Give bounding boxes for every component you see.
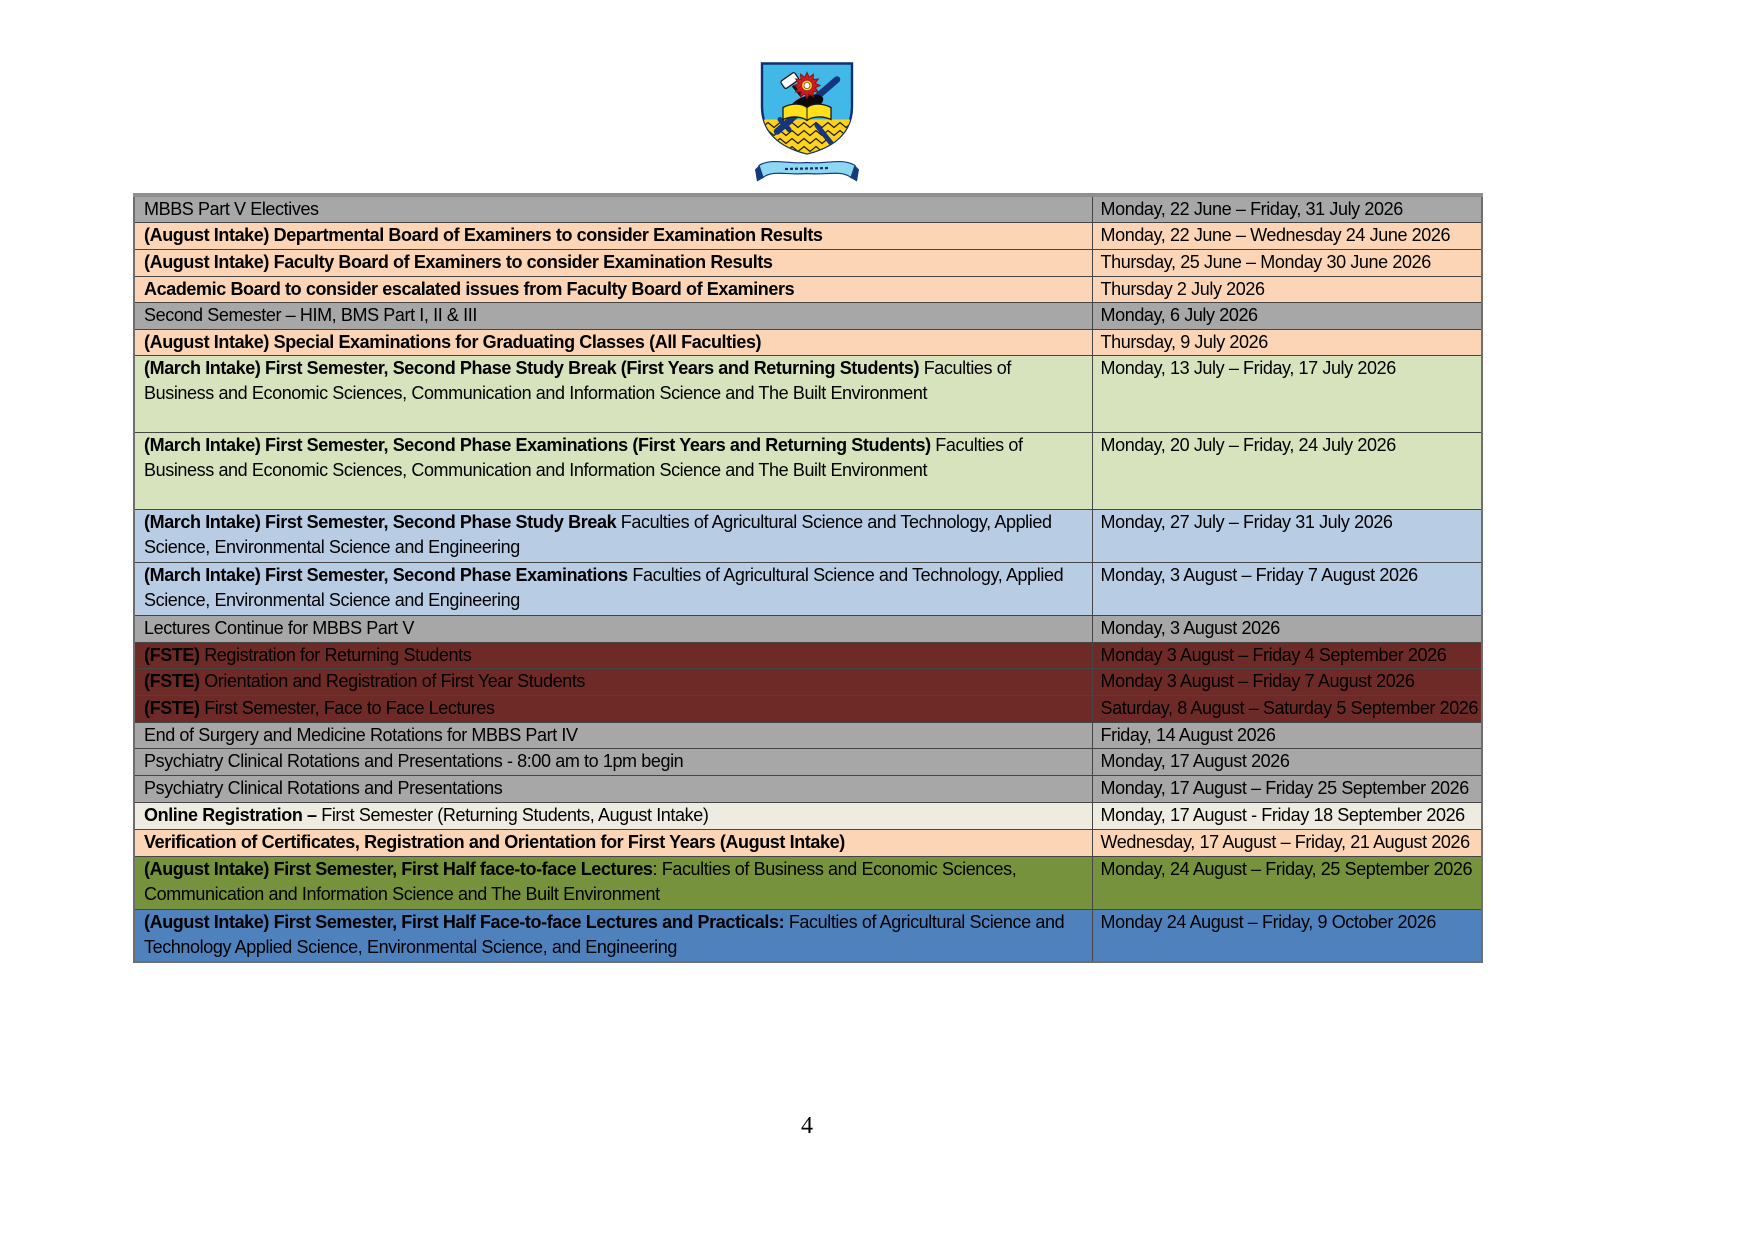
activity-text: Faculties of Agricultural Science and Technology, Applied Science, Environmental Science and Engineering (144, 512, 1052, 558)
activity-text-bold: (August Intake) First Semester, First Half Face-to-face Lectures and Practicals: (144, 911, 785, 932)
date-cell: Monday, 20 July – Friday, 24 July 2026 (1092, 433, 1482, 510)
activity-cell (134, 776, 1092, 802)
activity-text: MBBS Part V Electives (144, 199, 319, 219)
table-row (134, 776, 1482, 802)
activity-cell (134, 510, 1092, 563)
activity-text: : Faculties of Business and Economic Sciences, Communication and Information Science and The Built Environment (144, 858, 1017, 905)
activity-cell (134, 616, 1092, 643)
activity-text: Registration for Returning Students (199, 645, 472, 666)
activity-text-bold: Verification of Certificates, Registration and Orientation for First Years (August Intake) (144, 831, 845, 852)
table-row (134, 616, 1482, 643)
table-row (134, 696, 1482, 722)
date-cell: Monday, 17 August - Friday 18 September 2026 (1092, 802, 1482, 829)
activity-text: Faculties of Agricultural Science and Technology, Applied Science, Environmental Science and Engineering (144, 565, 1064, 611)
date-cell: Monday, 3 August 2026 (1092, 616, 1482, 643)
activity-text-bold: (FSTE) (144, 671, 200, 692)
activity-text: Faculties of Business and Economic Sciences, Communication and Information Science and The Built Environment (144, 358, 1011, 404)
table-row (134, 856, 1482, 909)
activity-cell (134, 303, 1092, 329)
activity-text: Faculties of Agricultural Science and Technology Applied Science, Environmental Science, and Engineering (144, 911, 1065, 958)
activity-cell (134, 223, 1092, 250)
activity-text-bold: Online Registration – (144, 804, 317, 825)
date-cell: Thursday 2 July 2026 (1092, 276, 1482, 302)
activity-cell (134, 669, 1092, 696)
activity-text: Psychiatry Clinical Rotations and Presentations (144, 778, 503, 799)
table-row (134, 250, 1482, 276)
date-cell: Friday, 14 August 2026 (1092, 722, 1482, 748)
motto-ribbon (755, 162, 859, 182)
table-row (134, 510, 1482, 563)
date-cell: Monday, 13 July – Friday, 17 July 2026 (1092, 356, 1482, 433)
table-row (134, 722, 1482, 748)
date-cell: Monday, 22 June – Wednesday 24 June 2026 (1092, 223, 1482, 250)
activity-text-bold: (March Intake) First Semester, Second Phase Examinations (144, 565, 628, 586)
table-row (134, 749, 1482, 776)
activity-text-bold: (FSTE) (144, 698, 200, 719)
date-cell: Monday, 22 June – Friday, 31 July 2026 (1092, 195, 1482, 223)
date-cell: Monday 3 August – Friday 7 August 2026 (1092, 669, 1482, 696)
table-row (134, 802, 1482, 829)
activity-text: First Semester, Face to Face Lectures (199, 698, 495, 719)
table-row (134, 829, 1482, 856)
activity-text-bold: (August Intake) Departmental Board of Examiners to consider Examination Results (144, 225, 823, 246)
table-row (134, 303, 1482, 329)
university-crest (755, 60, 859, 188)
table-row (134, 356, 1482, 433)
activity-cell (134, 356, 1092, 433)
calendar-table-body (134, 195, 1482, 962)
date-cell: Thursday, 25 June – Monday 30 June 2026 (1092, 250, 1482, 276)
date-cell: Monday 3 August – Friday 4 September 2026 (1092, 643, 1482, 669)
activity-text: End of Surgery and Medicine Rotations for MBBS Part IV (144, 724, 578, 745)
activity-cell (134, 250, 1092, 276)
university-crest-graphic (755, 60, 859, 188)
activity-text-bold: (March Intake) First Semester, Second Phase Examinations (First Years and Returning Students) (144, 435, 931, 456)
activity-cell (134, 722, 1092, 748)
activity-text: First Semester (Returning Students, August Intake) (316, 804, 709, 825)
activity-text: Second Semester – HIM, BMS Part I, II & III (144, 305, 477, 326)
date-cell: Monday, 6 July 2026 (1092, 303, 1482, 329)
table-row (134, 223, 1482, 250)
date-cell: Monday, 24 August – Friday, 25 September 2026 (1092, 856, 1482, 909)
date-cell: Monday, 3 August – Friday 7 August 2026 (1092, 563, 1482, 616)
activity-text-bold: (March Intake) First Semester, Second Phase Study Break (First Years and Returning Students) (144, 358, 920, 379)
activity-cell (134, 195, 1092, 223)
table-row (134, 329, 1482, 355)
activity-cell (134, 643, 1092, 669)
activity-cell (134, 563, 1092, 616)
activity-text-bold: (FSTE) (144, 645, 200, 666)
date-cell: Thursday, 9 July 2026 (1092, 329, 1482, 355)
activity-cell (134, 696, 1092, 722)
activity-text-bold: (March Intake) First Semester, Second Phase Study Break (144, 512, 617, 533)
table-row (134, 909, 1482, 962)
page-number: 4 (801, 1113, 813, 1139)
date-cell: Saturday, 8 August – Saturday 5 September 2026 (1092, 696, 1482, 722)
table-row (134, 643, 1482, 669)
table-row (134, 433, 1482, 510)
date-cell: Monday, 27 July – Friday 31 July 2026 (1092, 510, 1482, 563)
activity-cell (134, 829, 1092, 856)
activity-text-bold: (August Intake) Faculty Board of Examiners to consider Examination Results (144, 252, 773, 273)
table-row (134, 276, 1482, 302)
activity-text-bold: Academic Board to consider escalated issues from Faculty Board of Examiners (144, 278, 795, 299)
date-cell: Wednesday, 17 August – Friday, 21 August 2026 (1092, 829, 1482, 856)
activity-text: Orientation and Registration of First Year Students (199, 671, 586, 692)
table-row (134, 563, 1482, 616)
date-cell: Monday 24 August – Friday, 9 October 2026 (1092, 909, 1482, 962)
date-cell: Monday, 17 August – Friday 25 September 2026 (1092, 776, 1482, 802)
academic-calendar-table (133, 193, 1481, 963)
activity-text: Psychiatry Clinical Rotations and Presentations - 8:00 am to 1pm begin (144, 751, 684, 772)
table-row (134, 669, 1482, 696)
activity-text-bold: (August Intake) First Semester, First Half face-to-face Lectures (144, 858, 653, 879)
activity-text: Lectures Continue for MBBS Part V (144, 618, 414, 639)
activity-cell (134, 802, 1092, 829)
activity-cell (134, 329, 1092, 355)
table-row (134, 195, 1482, 223)
activity-cell (134, 276, 1092, 302)
activity-cell (134, 856, 1092, 909)
date-cell: Monday, 17 August 2026 (1092, 749, 1482, 776)
activity-text: Faculties of Business and Economic Sciences, Communication and Information Science and The Built Environment (144, 435, 1023, 481)
activity-cell (134, 433, 1092, 510)
activity-cell (134, 909, 1092, 962)
activity-text-bold: (August Intake) Special Examinations for Graduating Classes (All Faculties) (144, 331, 762, 352)
activity-cell (134, 749, 1092, 776)
